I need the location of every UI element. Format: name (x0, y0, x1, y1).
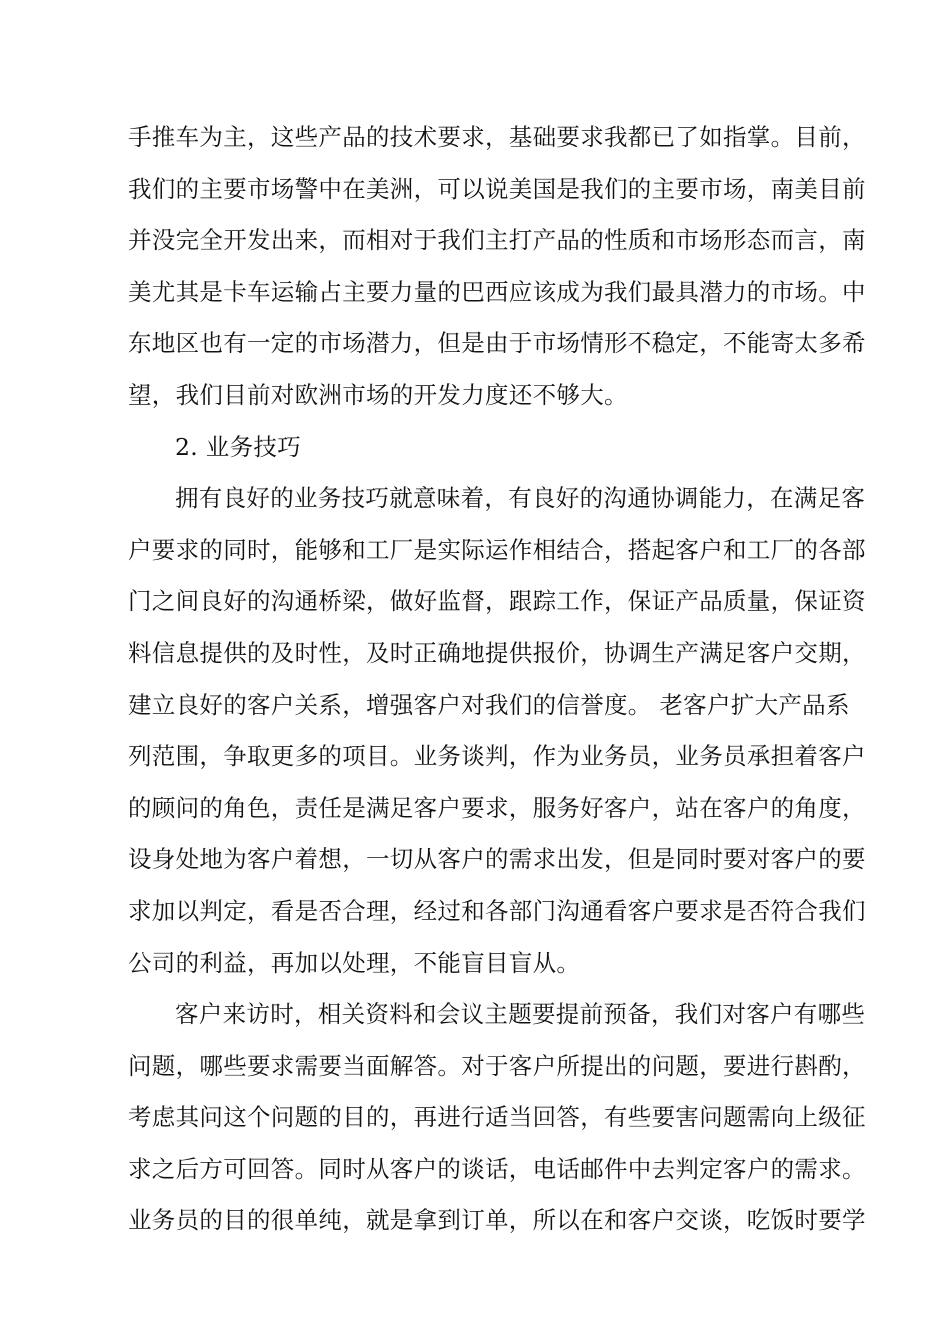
text-line: 料信息提供的及时性，及时正确地提供报价，协调生产满足客户交期， (128, 638, 866, 667)
text-line: 设身处地为客户着想，一切从客户的需求出发，但是同时要对客户的要 (128, 845, 866, 874)
text-line: 望，我们目前对欧洲市场的开发力度还不够大。 (128, 380, 628, 409)
text-line: 的顾问的角色，责任是满足客户要求，服务好客户，站在客户的角度， (128, 793, 866, 822)
section-heading: 2. 业务技巧 (175, 432, 301, 461)
text-line: 考虑其问这个问题的目的，再进行适当回答，有些要害问题需向上级征 (128, 1103, 866, 1132)
text-line: 美尤其是卡车运输占主要力量的巴西应该成为我们最具潜力的市场。中 (128, 277, 866, 306)
text-line: 门之间良好的沟通桥梁，做好监督，跟踪工作，保证产品质量，保证资 (128, 587, 866, 616)
document-body (128, 112, 866, 1247)
text-line: 我们的主要市场警中在美洲，可以说美国是我们的主要市场，南美目前 (128, 174, 866, 203)
text-line: 手推车为主，这些产品的技术要求，基础要求我都已了如指掌。目前， (128, 123, 866, 151)
text-line: 求加以判定，看是否合理，经过和各部门沟通看客户要求是否符合我们 (128, 896, 866, 925)
text-line: 户要求的同时，能够和工厂是实际运作相结合，搭起客户和工厂的各部 (128, 535, 866, 564)
text-line: 求之后方可回答。同时从客户的谈话，电话邮件中去判定客户的需求。 (128, 1154, 866, 1183)
text-line: 列范围，争取更多的项目。业务谈判，作为业务员，业务员承担着客户 (128, 742, 866, 771)
text-line: 问题，哪些要求需要当面解答。对于客户所提出的问题，要进行斟酌， (128, 1051, 866, 1080)
text-line: 公司的利益，再加以处理，不能盲目盲从。 (128, 948, 581, 977)
text-line: 建立良好的客户关系，增强客户对我们的信誉度。 老客户扩大产品系 (128, 690, 850, 719)
text-line: 客户来访时，相关资料和会议主题要提前预备，我们对客户有哪些 (175, 1000, 866, 1029)
text-line: 拥有良好的业务技巧就意味着，有良好的沟通协调能力，在满足客 (175, 484, 866, 513)
text-line: 并没完全开发出来，而相对于我们主打产品的性质和市场形态而言，南 (128, 226, 866, 255)
text-line: 业务员的目的很单纯，就是拿到订单，所以在和客户交谈，吃饭时要学 (128, 1206, 866, 1235)
text-line: 东地区也有一定的市场潜力，但是由于市场情形不稳定，不能寄太多希 (128, 329, 866, 358)
